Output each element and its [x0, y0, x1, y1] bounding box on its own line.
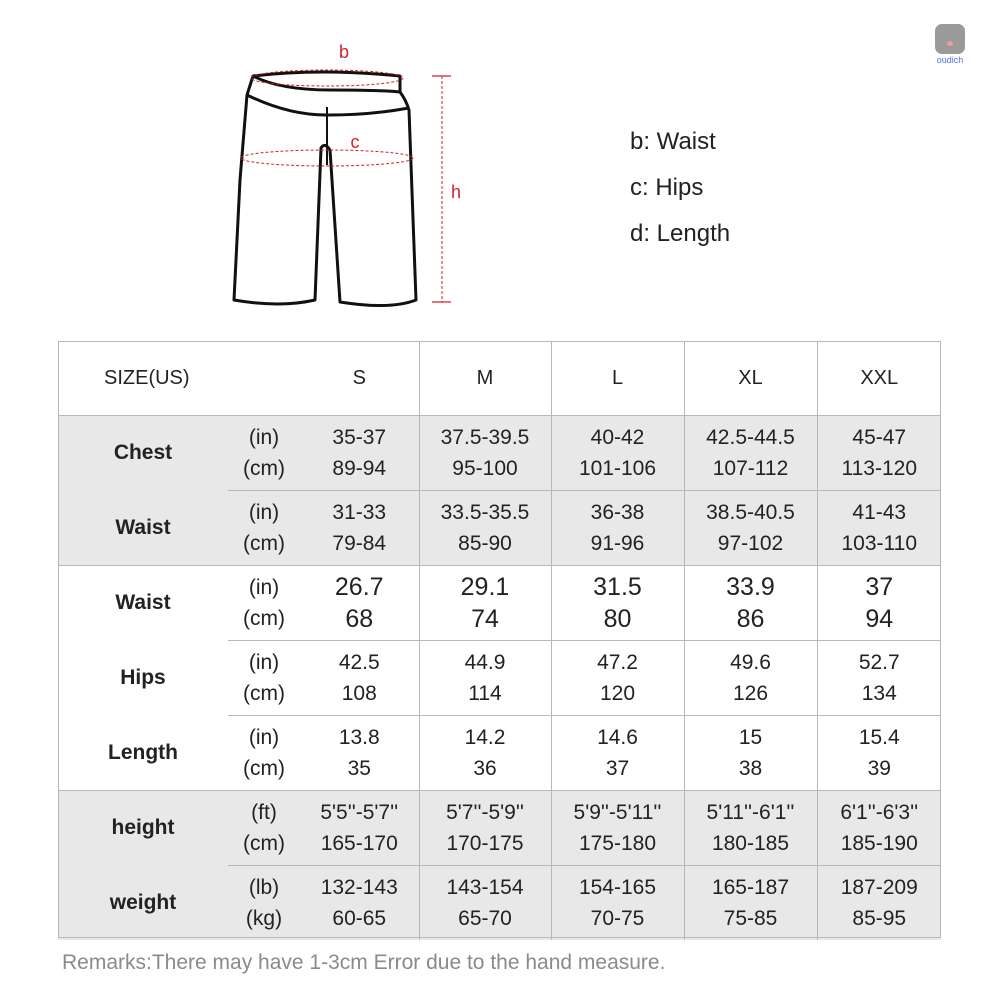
row-units: [228, 566, 300, 641]
cell-value: 143-154: [446, 876, 524, 899]
table-row: [58, 866, 941, 941]
size-chart-table: [58, 341, 941, 940]
cell-value: 29.1: [460, 573, 510, 601]
shorts-measurement-diagram: [220, 30, 480, 320]
cell-value: 107-112: [712, 457, 789, 480]
table-cell-l: [551, 641, 684, 716]
legend-waist: b: Waist: [630, 128, 716, 155]
table-cell-l: [551, 566, 684, 641]
cell-value: 5'7''-5'9'': [446, 801, 524, 824]
cell-value: 40-42: [590, 426, 645, 449]
cell-value: 38.5-40.5: [706, 501, 795, 524]
unit-label: (cm): [243, 532, 285, 555]
table-cell-l: [551, 416, 684, 491]
unit-label: (ft): [251, 801, 277, 824]
table-row: [58, 491, 941, 566]
table-cell-xl: [684, 491, 817, 566]
label-c: c: [350, 132, 360, 152]
unit-label: (cm): [243, 457, 285, 480]
table-header-row: [58, 341, 941, 416]
cell-value: 185-190: [840, 832, 918, 855]
cell-value: 134: [861, 682, 897, 705]
cell-value: 15: [738, 726, 763, 749]
table-cell-m: [419, 791, 551, 866]
table-cell-xl: [684, 866, 817, 941]
cell-value: 94: [865, 605, 894, 633]
row-units: [228, 416, 300, 491]
label-b: b: [338, 42, 350, 62]
cell-value: 180-185: [711, 832, 790, 855]
table-cell-xl: [684, 791, 817, 866]
shorts-outline: [234, 72, 416, 306]
cell-value: 91-96: [590, 532, 645, 555]
row-label-length: Length: [108, 740, 178, 764]
cell-value: 65-70: [458, 907, 512, 930]
cell-value: 80: [603, 605, 632, 633]
table-cell-xxl: [817, 566, 941, 641]
cell-value: 13.8: [338, 726, 380, 749]
table-cell-xl: [684, 566, 817, 641]
table-cell-l: [551, 491, 684, 566]
unit-label: (in): [248, 726, 280, 749]
cell-value: 45-47: [852, 426, 907, 449]
header-size-us: SIZE(US): [58, 341, 300, 416]
label-h: h: [450, 182, 462, 202]
remarks-note: Remarks:There may have 1-3cm Error due to the hand measure.: [62, 951, 666, 974]
cell-value: 175-180: [578, 832, 657, 855]
cell-value: 68: [345, 605, 374, 633]
table-cell-s: [300, 866, 419, 941]
cell-value: 89-94: [332, 457, 387, 480]
unit-label: (cm): [243, 832, 285, 855]
cell-value: 103-110: [841, 532, 917, 555]
cell-value: 187-209: [840, 876, 918, 899]
cell-value: 35-37: [332, 426, 387, 449]
table-row: [58, 791, 941, 866]
header-size-m: M: [419, 341, 551, 416]
cell-value: 70-75: [590, 907, 645, 930]
row-label-weight: weight: [58, 866, 228, 941]
table-cell-xl: [684, 716, 817, 791]
table-cell-m: [419, 566, 551, 641]
table-cell-m: [419, 416, 551, 491]
cell-value: 85-90: [458, 532, 512, 555]
cell-value: 5'9''-5'11'': [573, 801, 662, 824]
cell-value: 114: [468, 682, 502, 705]
header-size-xxl: XXL: [817, 341, 941, 416]
row-label-waist: Waist: [58, 491, 228, 566]
measurement-legend: [630, 128, 730, 266]
table-cell-xxl: [817, 641, 941, 716]
table-row: [58, 566, 941, 641]
cell-value: 42.5: [338, 651, 380, 674]
cell-value: 37.5-39.5: [440, 426, 530, 449]
cell-value: 126: [732, 682, 769, 705]
cell-value: 154-165: [578, 876, 657, 899]
table-row: [58, 416, 941, 491]
logo-text: oudich: [936, 55, 964, 65]
table-cell-xxl: [817, 416, 941, 491]
table-cell-l: [551, 791, 684, 866]
unit-label: (cm): [243, 757, 285, 780]
cell-value: 113-120: [841, 457, 917, 480]
table-cell-xxl: [817, 791, 941, 866]
cell-value: 33.9: [726, 573, 775, 601]
cell-value: 60-65: [332, 907, 387, 930]
cell-value: 41-43: [852, 501, 907, 524]
cell-value: 79-84: [332, 532, 387, 555]
row-units: [228, 716, 300, 791]
unit-label: (in): [248, 501, 280, 524]
cell-value: 5'5''-5'7'': [320, 801, 399, 824]
cell-value: 42.5-44.5: [706, 426, 795, 449]
cell-value: 85-95: [852, 907, 907, 930]
cell-value: 31.5: [593, 573, 642, 601]
row-units: [228, 491, 300, 566]
cell-value: 86: [736, 605, 765, 633]
brand-logo: [932, 24, 968, 66]
logo-mouse-icon: [935, 24, 965, 54]
cell-value: 95-100: [452, 457, 518, 480]
cell-value: 44.9: [464, 651, 506, 674]
row-units: [228, 791, 300, 866]
legend-hips: c: Hips: [630, 174, 704, 201]
cell-value: 5'11''-6'1'': [706, 801, 795, 824]
unit-label: (cm): [243, 607, 285, 630]
cell-value: 35: [347, 757, 371, 780]
table-row: [58, 716, 941, 791]
table-cell-xxl: [817, 866, 941, 941]
cell-value: 97-102: [717, 532, 784, 555]
table-cell-s: [300, 491, 419, 566]
cell-value: 39: [867, 757, 891, 780]
table-cell-xl: [684, 416, 817, 491]
table-cell-m: [419, 866, 551, 941]
legend-length: d: Length: [630, 220, 731, 247]
cell-value: 37: [605, 757, 630, 780]
table-cell-xxl: [817, 491, 941, 566]
cell-value: 49.6: [730, 651, 771, 674]
table-cell-s: [300, 566, 419, 641]
cell-value: 31-33: [332, 501, 387, 524]
table-cell-xxl: [817, 716, 941, 791]
cell-value: 37: [865, 573, 894, 601]
table-cell-l: [551, 866, 684, 941]
header-size-xl: XL: [684, 341, 817, 416]
cell-value: 75-85: [723, 907, 778, 930]
cell-value: 14.6: [597, 726, 638, 749]
row-label-height: height: [58, 791, 228, 866]
cell-value: 38: [738, 757, 763, 780]
row-label-waist: Waist: [58, 566, 228, 641]
cell-value: 170-175: [446, 832, 524, 855]
table-cell-l: [551, 716, 684, 791]
cell-value: 15.4: [858, 726, 900, 749]
table-row: [58, 641, 941, 716]
table-cell-m: [419, 491, 551, 566]
cell-value: 101-106: [578, 457, 657, 480]
cell-value: 14.2: [464, 726, 506, 749]
cell-value: 120: [599, 682, 636, 705]
row-label-chest: Chest: [58, 416, 228, 491]
row-units: [228, 641, 300, 716]
cell-value: 52.7: [858, 651, 900, 674]
unit-label: (lb): [248, 876, 280, 899]
row-label-hips: Hips: [120, 666, 166, 689]
unit-label: (in): [248, 576, 280, 599]
table-cell-m: [419, 716, 551, 791]
cell-value: 26.7: [334, 573, 384, 601]
header-size-l: L: [551, 341, 684, 416]
header-size-s: S: [300, 341, 419, 416]
table-cell-s: [300, 416, 419, 491]
table-cell-m: [419, 641, 551, 716]
unit-label: (cm): [243, 682, 285, 705]
cell-value: 6'1''-6'3'': [840, 801, 919, 824]
cell-value: 165-187: [711, 876, 790, 899]
table-cell-s: [300, 641, 419, 716]
cell-value: 47.2: [597, 651, 638, 674]
cell-value: 36: [473, 757, 497, 780]
cell-value: 108: [341, 682, 377, 705]
cell-value: 132-143: [320, 876, 398, 899]
unit-label: (in): [248, 651, 280, 674]
unit-label: (kg): [245, 907, 283, 930]
table-cell-s: [300, 716, 419, 791]
unit-label: (in): [248, 426, 280, 449]
cell-value: 33.5-35.5: [440, 501, 530, 524]
row-units: [228, 866, 300, 941]
table-cell-xl: [684, 641, 817, 716]
cell-value: 74: [471, 605, 499, 633]
cell-value: 36-38: [590, 501, 645, 524]
cell-value: 165-170: [320, 832, 398, 855]
table-cell-s: [300, 791, 419, 866]
